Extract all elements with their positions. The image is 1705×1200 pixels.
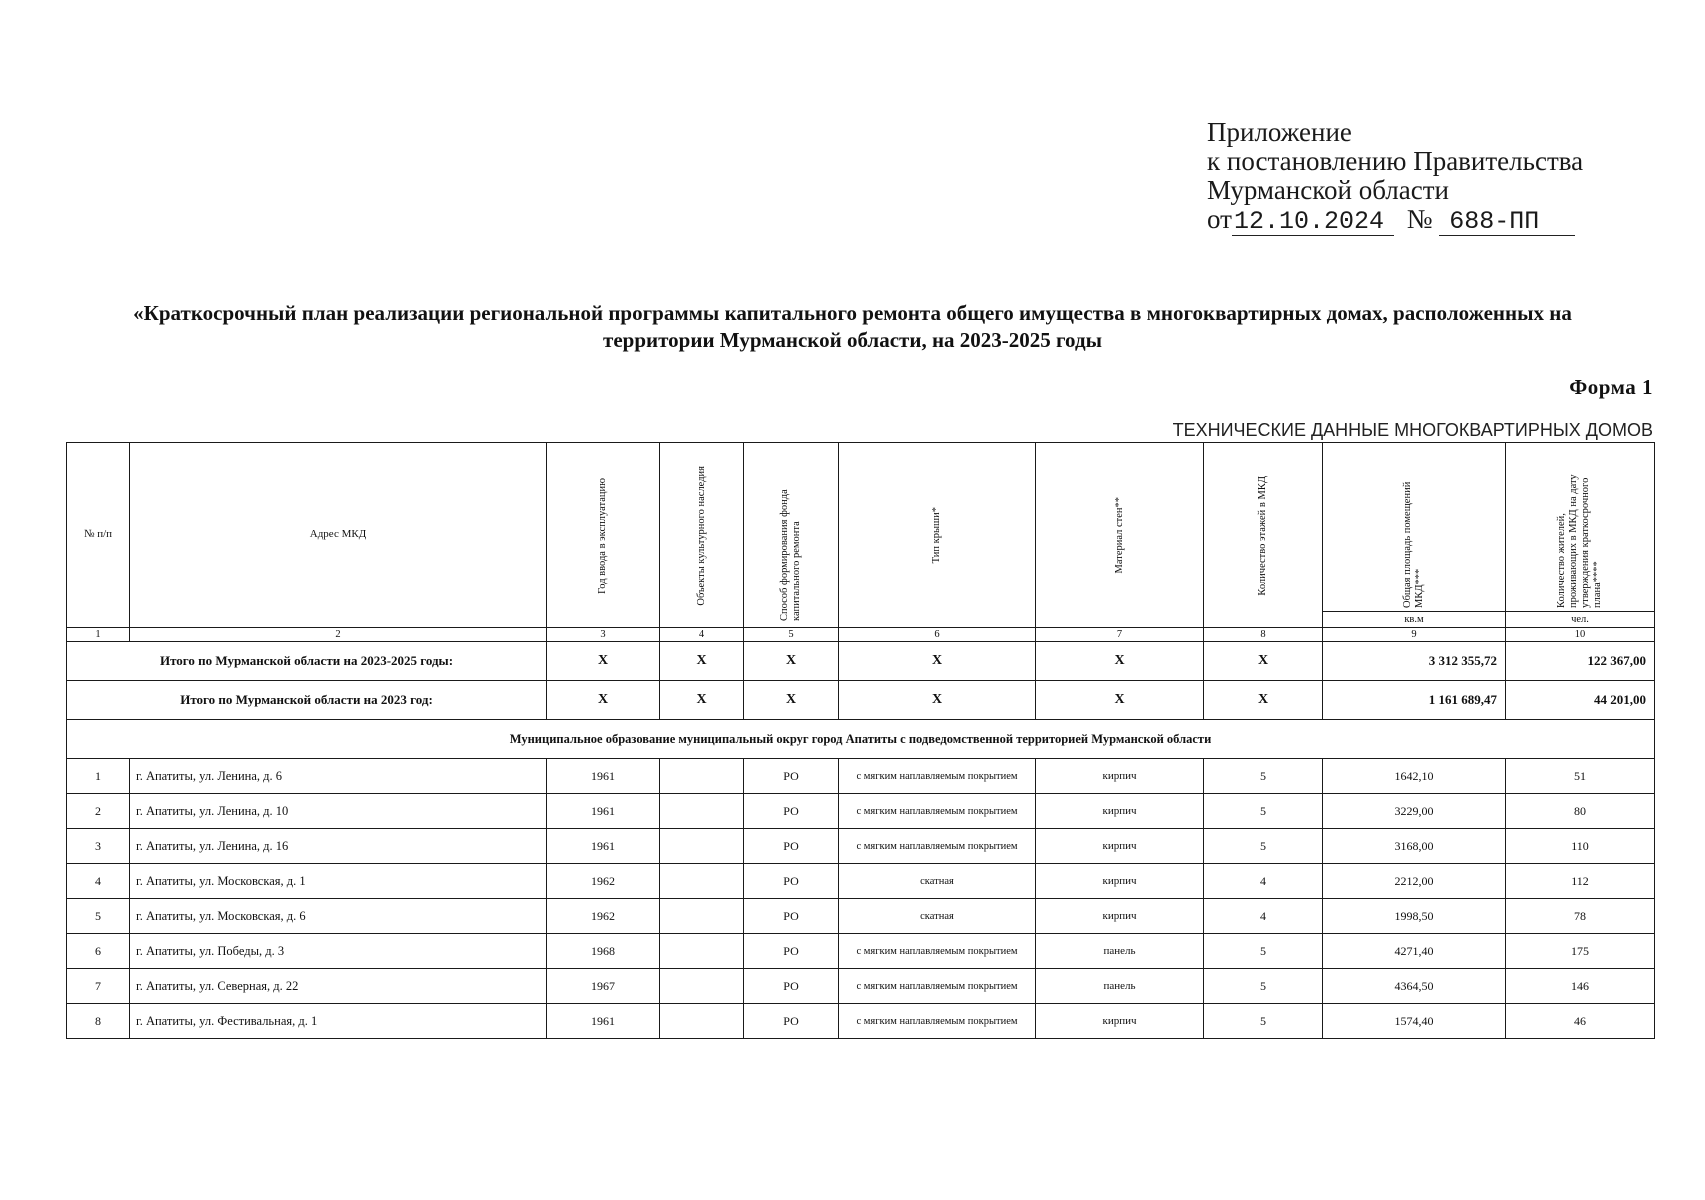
total-mark: X <box>744 642 839 681</box>
row-walls: кирпич <box>1036 864 1204 899</box>
table-row <box>67 899 1655 934</box>
row-address: г. Апатиты, ул. Московская, д. 1 <box>130 864 547 899</box>
row-number: 7 <box>67 969 130 1004</box>
row-floors: 5 <box>1204 934 1323 969</box>
row-floors: 4 <box>1204 864 1323 899</box>
row-year: 1968 <box>547 934 660 969</box>
row-walls: кирпич <box>1036 794 1204 829</box>
row-floors: 5 <box>1204 1004 1323 1039</box>
row-area: 4271,40 <box>1323 934 1506 969</box>
row-roof: скатная <box>839 899 1036 934</box>
appendix-date-line <box>1207 205 1583 236</box>
table-row <box>67 1004 1655 1039</box>
row-fund: РО <box>744 1004 839 1039</box>
row-heritage <box>660 969 744 1004</box>
table-row <box>67 864 1655 899</box>
row-residents: 112 <box>1506 864 1655 899</box>
total-mark: X <box>1036 681 1204 720</box>
header-row <box>67 443 1655 612</box>
row-address: г. Апатиты, ул. Фестивальная, д. 1 <box>130 1004 547 1039</box>
row-year: 1962 <box>547 864 660 899</box>
total-row-2023 <box>67 681 1655 720</box>
total-mark: X <box>1204 681 1323 720</box>
row-roof: с мягким наплавляемым покрытием <box>839 1004 1036 1039</box>
row-walls: кирпич <box>1036 829 1204 864</box>
row-heritage <box>660 864 744 899</box>
column-number: 1 <box>67 628 130 642</box>
row-residents: 80 <box>1506 794 1655 829</box>
unit-residents: чел. <box>1506 612 1655 628</box>
row-walls: кирпич <box>1036 899 1204 934</box>
row-number: 4 <box>67 864 130 899</box>
date-prefix: от <box>1207 204 1232 234</box>
header-heritage: Объекты культурного наследия <box>660 443 744 628</box>
row-heritage <box>660 759 744 794</box>
row-address: г. Апатиты, ул. Ленина, д. 16 <box>130 829 547 864</box>
row-walls: кирпич <box>1036 759 1204 794</box>
total-row-2023-2025 <box>67 642 1655 681</box>
row-floors: 4 <box>1204 899 1323 934</box>
row-year: 1967 <box>547 969 660 1004</box>
row-area: 4364,50 <box>1323 969 1506 1004</box>
column-number: 9 <box>1323 628 1506 642</box>
row-area: 3229,00 <box>1323 794 1506 829</box>
form-label: Форма 1 <box>1569 375 1653 399</box>
row-heritage <box>660 934 744 969</box>
plan-title-line-1: «Краткосрочный план реализации региональной программы капитального ремонта общего имущества в многоквартирных домах, расположенных на <box>133 301 1572 325</box>
header-residents: Количество жителей, проживающих в МКД на дату утверждения краткосрочного плана**** <box>1506 443 1655 612</box>
section-caption: ТЕХНИЧЕСКИЕ ДАННЫЕ МНОГОКВАРТИРНЫХ ДОМОВ <box>1172 420 1653 440</box>
header-floors: Количество этажей в МКД <box>1204 443 1323 628</box>
header-year: Год ввода в эксплуатацию <box>547 443 660 628</box>
row-year: 1961 <box>547 794 660 829</box>
row-address: г. Апатиты, ул. Победы, д. 3 <box>130 934 547 969</box>
row-roof: с мягким наплавляемым покрытием <box>839 969 1036 1004</box>
row-roof: с мягким наплавляемым покрытием <box>839 759 1036 794</box>
column-number: 4 <box>660 628 744 642</box>
row-year: 1961 <box>547 759 660 794</box>
municipality-name: Муниципальное образование муниципальный округ город Апатиты с подведомственной территорией Мурманской области <box>67 720 1655 759</box>
column-number: 7 <box>1036 628 1204 642</box>
row-walls: панель <box>1036 969 1204 1004</box>
total-label: Итого по Мурманской области на 2023 год: <box>67 681 547 720</box>
row-year: 1962 <box>547 899 660 934</box>
row-fund: РО <box>744 934 839 969</box>
total-residents: 122 367,00 <box>1506 642 1655 681</box>
header-address: Адрес МКД <box>130 443 547 628</box>
row-address: г. Апатиты, ул. Ленина, д. 10 <box>130 794 547 829</box>
row-address: г. Апатиты, ул. Ленина, д. 6 <box>130 759 547 794</box>
total-mark: X <box>660 681 744 720</box>
header-roof: Тип крыши* <box>839 443 1036 628</box>
column-number: 6 <box>839 628 1036 642</box>
row-year: 1961 <box>547 829 660 864</box>
total-mark: X <box>547 642 660 681</box>
number-prefix: № <box>1406 204 1433 234</box>
row-walls: панель <box>1036 934 1204 969</box>
technical-data-table <box>66 442 1655 1039</box>
column-number: 5 <box>744 628 839 642</box>
total-mark: X <box>1036 642 1204 681</box>
unit-area: кв.м <box>1323 612 1506 628</box>
header-fund: Способ формирования фонда капитального ремонта <box>744 443 839 628</box>
row-number: 5 <box>67 899 130 934</box>
total-area: 1 161 689,47 <box>1323 681 1506 720</box>
row-number: 2 <box>67 794 130 829</box>
header-area: Общая площадь помещений МКД*** <box>1323 443 1506 612</box>
column-numbers-row <box>67 628 1655 642</box>
row-floors: 5 <box>1204 759 1323 794</box>
appendix-line-2: к постановлению Правительства <box>1207 146 1584 176</box>
row-walls: кирпич <box>1036 1004 1204 1039</box>
appendix-line-3: Мурманской области <box>1207 175 1449 205</box>
total-mark: X <box>1204 642 1323 681</box>
plan-title-line-2: территории Мурманской области, на 2023-2025 годы <box>603 328 1102 352</box>
plan-title <box>40 300 1665 354</box>
row-heritage <box>660 794 744 829</box>
table-row <box>67 969 1655 1004</box>
row-address: г. Апатиты, ул. Московская, д. 6 <box>130 899 547 934</box>
row-area: 2212,00 <box>1323 864 1506 899</box>
header-num: № п/п <box>67 443 130 628</box>
decree-date: 12.10.2024 <box>1232 209 1394 236</box>
row-fund: РО <box>744 864 839 899</box>
total-mark: X <box>547 681 660 720</box>
row-floors: 5 <box>1204 829 1323 864</box>
appendix-line-1: Приложение <box>1207 117 1352 147</box>
header-walls: Материал стен** <box>1036 443 1204 628</box>
column-number: 3 <box>547 628 660 642</box>
column-number: 8 <box>1204 628 1323 642</box>
row-heritage <box>660 829 744 864</box>
total-mark: X <box>744 681 839 720</box>
row-year: 1961 <box>547 1004 660 1039</box>
table-row <box>67 759 1655 794</box>
total-area: 3 312 355,72 <box>1323 642 1506 681</box>
total-mark: X <box>839 642 1036 681</box>
decree-number: 688-ПП <box>1439 209 1575 236</box>
row-roof: с мягким наплавляемым покрытием <box>839 794 1036 829</box>
row-number: 6 <box>67 934 130 969</box>
total-residents: 44 201,00 <box>1506 681 1655 720</box>
row-area: 1998,50 <box>1323 899 1506 934</box>
row-residents: 110 <box>1506 829 1655 864</box>
row-residents: 146 <box>1506 969 1655 1004</box>
row-fund: РО <box>744 829 839 864</box>
table-row <box>67 794 1655 829</box>
row-fund: РО <box>744 794 839 829</box>
appendix-block <box>1207 118 1583 236</box>
row-address: г. Апатиты, ул. Северная, д. 22 <box>130 969 547 1004</box>
row-residents: 78 <box>1506 899 1655 934</box>
row-heritage <box>660 1004 744 1039</box>
total-label: Итого по Мурманской области на 2023-2025 годы: <box>67 642 547 681</box>
row-fund: РО <box>744 899 839 934</box>
row-roof: с мягким наплавляемым покрытием <box>839 829 1036 864</box>
row-number: 8 <box>67 1004 130 1039</box>
row-heritage <box>660 899 744 934</box>
row-area: 3168,00 <box>1323 829 1506 864</box>
row-number: 3 <box>67 829 130 864</box>
row-floors: 5 <box>1204 969 1323 1004</box>
row-area: 1642,10 <box>1323 759 1506 794</box>
row-fund: РО <box>744 759 839 794</box>
row-area: 1574,40 <box>1323 1004 1506 1039</box>
row-fund: РО <box>744 969 839 1004</box>
row-residents: 175 <box>1506 934 1655 969</box>
total-mark: X <box>839 681 1036 720</box>
row-number: 1 <box>67 759 130 794</box>
column-number: 2 <box>130 628 547 642</box>
column-number: 10 <box>1506 628 1655 642</box>
row-floors: 5 <box>1204 794 1323 829</box>
table-row <box>67 829 1655 864</box>
municipality-row <box>67 720 1655 759</box>
row-residents: 46 <box>1506 1004 1655 1039</box>
row-roof: с мягким наплавляемым покрытием <box>839 934 1036 969</box>
row-residents: 51 <box>1506 759 1655 794</box>
table-row <box>67 934 1655 969</box>
total-mark: X <box>660 642 744 681</box>
row-roof: скатная <box>839 864 1036 899</box>
